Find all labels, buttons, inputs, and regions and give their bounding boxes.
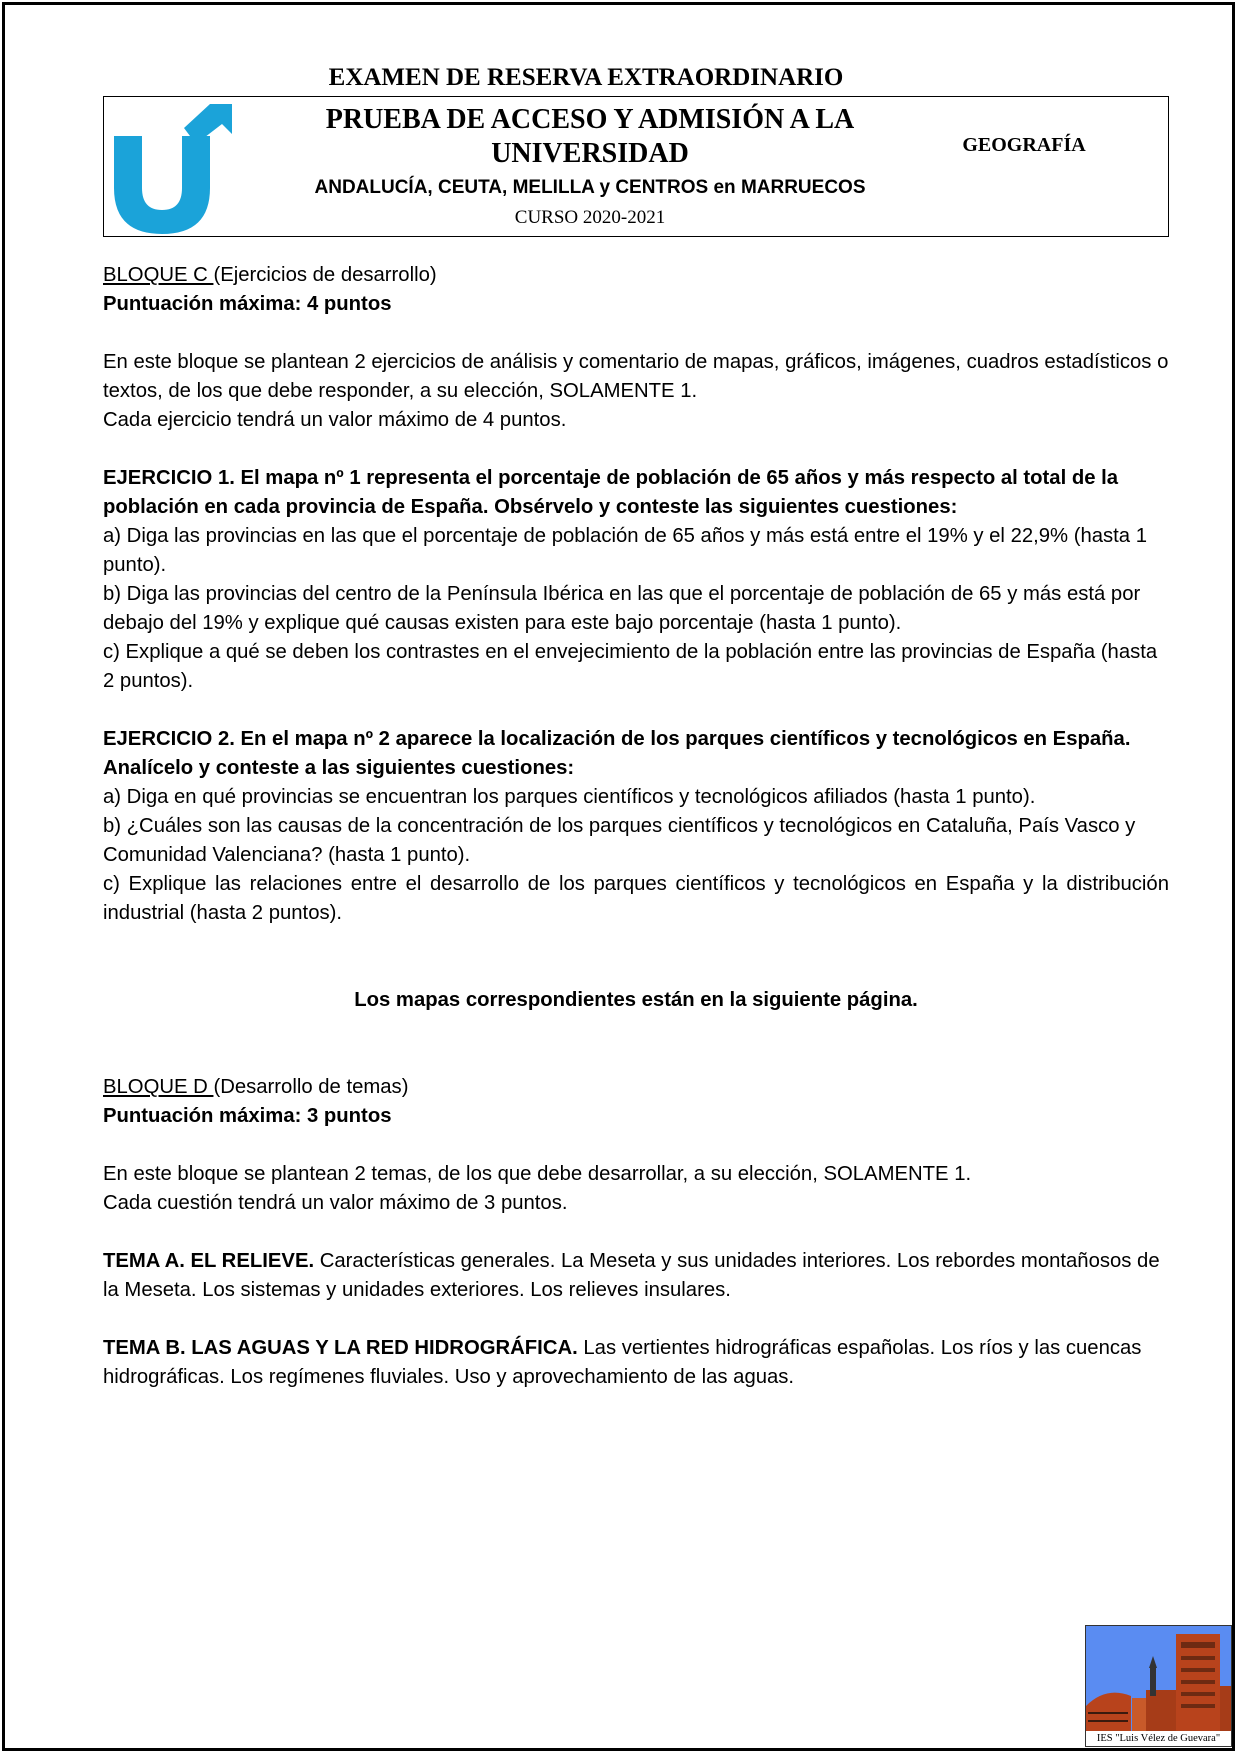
school-stamp-caption: IES "Luis Vélez de Guevara" (1086, 1731, 1231, 1746)
exercise-2-question-b: b) ¿Cuáles son las causas de la concentración de los parques científicos y tecnológicos en Cataluña, País Vasco y Comunidad Valenciana? (hasta 1 punto). (103, 815, 1136, 866)
university-logo (112, 100, 238, 234)
exam-header (103, 96, 1169, 237)
exercise-2-statement: EJERCICIO 2. En el mapa nº 2 aparece la localización de los parques científicos y tecnológicos en España. Analícelo y conteste a las siguientes cuestiones: (103, 728, 1131, 779)
block-d-intro-2: Cada cuestión tendrá un valor máximo de 3 puntos. (103, 1192, 568, 1214)
exercise-1-question-b: b) Diga las provincias del centro de la Península Ibérica en las que el porcentaje de población de 65 y más está por debajo del 19% y explique qué causas existen para este bajo porcentaje (hasta 1 punto). (103, 583, 1141, 634)
block-d-intro: En este bloque se plantean 2 temas, de los que debe desarrollar, a su elección, SOLAMENTE 1. (103, 1163, 972, 1185)
school-stamp (1085, 1625, 1232, 1747)
block-d-heading: BLOQUE D (Desarrollo de temas) (103, 1076, 409, 1098)
exam-type-title: EXAMEN DE RESERVA EXTRAORDINARIO (328, 64, 844, 91)
block-c-heading: BLOQUE C (Ejercicios de desarrollo) (103, 264, 437, 286)
exercise-1-question-c: c) Explique a qué se deben los contrastes en el envejecimiento de la población entre las provincias de España (hasta 2 puntos). (103, 641, 1158, 692)
exercise-2-question-a: a) Diga en qué provincias se encuentran los parques científicos y tecnológicos afiliados (hasta 1 punto). (103, 786, 1036, 808)
tema-a: TEMA A. EL RELIEVE. Características generales. La Meseta y sus unidades interiores. Los rebordes montañosos de la Meseta. Los sistemas y unidades exteriores. Los relieves insulares. (103, 1250, 1160, 1301)
block-c-intro-2: Cada ejercicio tendrá un valor máximo de 4 puntos. (103, 409, 567, 431)
exam-content (103, 261, 1169, 1392)
exercise-2-question-c: c) Explique las relaciones entre el desarrollo de los parques científicos y tecnológicos en España y la distribución industrial (hasta 2 puntos). (103, 873, 1169, 924)
exercise-1-question-a: a) Diga las provincias en las que el porcentaje de población de 65 años y más está entre el 19% y el 22,9% (hasta 1 punto). (103, 525, 1147, 576)
maps-note: Los mapas correspondientes están en la siguiente página. (354, 989, 918, 1011)
header-course: CURSO 2020-2021 (514, 207, 666, 228)
block-c-score: Puntuación máxima: 4 puntos (103, 293, 392, 315)
tema-b: TEMA B. LAS AGUAS Y LA RED HIDROGRÁFICA. Las vertientes hidrográficas españolas. Los ríos y las cuencas hidrográficas. Los regímenes fluviales. Uso y aprovechamiento de las aguas. (103, 1337, 1142, 1388)
school-building-image (1086, 1626, 1232, 1733)
exercise-1-statement: EJERCICIO 1. El mapa nº 1 representa el porcentaje de población de 65 años y más respecto al total de la población en cada provincia de España. Obsérvelo y conteste las siguientes cuestiones: (103, 467, 1119, 518)
header-region: ANDALUCÍA, CEUTA, MELILLA y CENTROS en MARRUECOS (314, 177, 866, 198)
header-title: PRUEBA DE ACCESO Y ADMISIÓN A LA UNIVERSIDAD (325, 104, 855, 169)
block-d-score: Puntuación máxima: 3 puntos (103, 1105, 392, 1127)
header-subject: GEOGRAFÍA (962, 134, 1086, 156)
block-c-intro: En este bloque se plantean 2 ejercicios de análisis y comentario de mapas, gráficos, imágenes, cuadros estadísticos o textos, de los que debe responder, a su elección, SOLAMENTE 1. (103, 351, 1169, 402)
